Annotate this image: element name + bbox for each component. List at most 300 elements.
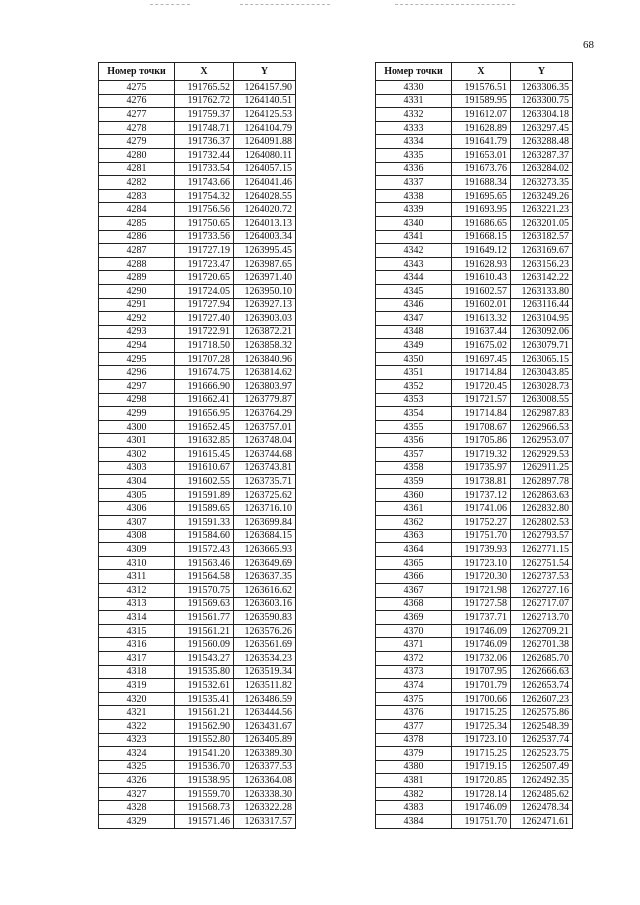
y-coordinate-cell: 1263156.23 bbox=[511, 257, 573, 271]
x-coordinate-cell: 191714.84 bbox=[452, 366, 511, 380]
y-coordinate-cell: 1263317.57 bbox=[234, 815, 296, 829]
point-number-cell: 4349 bbox=[376, 339, 452, 353]
x-coordinate-cell: 191613.32 bbox=[452, 312, 511, 326]
table-row bbox=[376, 475, 573, 489]
x-coordinate-cell: 191720.45 bbox=[452, 380, 511, 394]
table-row bbox=[376, 325, 573, 339]
y-coordinate-cell: 1263221.23 bbox=[511, 203, 573, 217]
y-coordinate-cell: 1262897.78 bbox=[511, 475, 573, 489]
x-coordinate-cell: 191715.25 bbox=[452, 747, 511, 761]
y-coordinate-cell: 1263287.37 bbox=[511, 148, 573, 162]
table-row bbox=[99, 81, 296, 95]
point-number-cell: 4351 bbox=[376, 366, 452, 380]
x-coordinate-cell: 191718.50 bbox=[175, 339, 234, 353]
x-coordinate-cell: 191637.44 bbox=[452, 325, 511, 339]
table-row bbox=[376, 461, 573, 475]
y-coordinate-cell: 1263389.30 bbox=[234, 747, 296, 761]
y-coordinate-cell: 1263142.22 bbox=[511, 271, 573, 285]
x-coordinate-cell: 191576.51 bbox=[452, 81, 511, 95]
x-coordinate-cell: 191563.46 bbox=[175, 556, 234, 570]
point-number-cell: 4341 bbox=[376, 230, 452, 244]
table-row bbox=[99, 787, 296, 801]
table-row bbox=[99, 624, 296, 638]
point-number-cell: 4383 bbox=[376, 801, 452, 815]
y-coordinate-cell: 1263169.67 bbox=[511, 244, 573, 258]
table-row bbox=[99, 434, 296, 448]
y-coordinate-cell: 1263665.93 bbox=[234, 543, 296, 557]
table-row bbox=[376, 815, 573, 829]
point-number-cell: 4334 bbox=[376, 135, 452, 149]
point-number-cell: 4368 bbox=[376, 597, 452, 611]
x-coordinate-cell: 191727.94 bbox=[175, 298, 234, 312]
point-number-cell: 4306 bbox=[99, 502, 175, 516]
x-coordinate-cell: 191746.09 bbox=[452, 624, 511, 638]
y-coordinate-cell: 1262523.75 bbox=[511, 747, 573, 761]
y-coordinate-cell: 1263182.57 bbox=[511, 230, 573, 244]
y-coordinate-cell: 1263757.01 bbox=[234, 420, 296, 434]
y-coordinate-cell: 1262653.74 bbox=[511, 679, 573, 693]
point-number-cell: 4299 bbox=[99, 407, 175, 421]
point-number-cell: 4372 bbox=[376, 651, 452, 665]
x-coordinate-cell: 191610.67 bbox=[175, 461, 234, 475]
y-coordinate-cell: 1264080.11 bbox=[234, 148, 296, 162]
y-coordinate-cell: 1262987.83 bbox=[511, 407, 573, 421]
table-row bbox=[99, 733, 296, 747]
table-row bbox=[99, 284, 296, 298]
table-row bbox=[376, 162, 573, 176]
x-coordinate-cell: 191615.45 bbox=[175, 448, 234, 462]
point-number-cell: 4282 bbox=[99, 176, 175, 190]
x-coordinate-cell: 191732.44 bbox=[175, 148, 234, 162]
y-coordinate-cell: 1263519.34 bbox=[234, 665, 296, 679]
table-row bbox=[99, 461, 296, 475]
point-number-cell: 4298 bbox=[99, 393, 175, 407]
point-number-cell: 4281 bbox=[99, 162, 175, 176]
x-coordinate-cell: 191756.56 bbox=[175, 203, 234, 217]
y-coordinate-cell: 1263297.45 bbox=[511, 121, 573, 135]
point-number-cell: 4347 bbox=[376, 312, 452, 326]
y-coordinate-cell: 1263743.81 bbox=[234, 461, 296, 475]
table-row bbox=[99, 502, 296, 516]
point-number-cell: 4290 bbox=[99, 284, 175, 298]
table-row bbox=[376, 339, 573, 353]
y-coordinate-cell: 1262575.86 bbox=[511, 706, 573, 720]
point-number-cell: 4277 bbox=[99, 108, 175, 122]
y-coordinate-cell: 1263338.30 bbox=[234, 787, 296, 801]
y-coordinate-cell: 1263534.23 bbox=[234, 651, 296, 665]
y-coordinate-cell: 1263284.02 bbox=[511, 162, 573, 176]
x-coordinate-cell: 191591.33 bbox=[175, 516, 234, 530]
x-coordinate-cell: 191662.41 bbox=[175, 393, 234, 407]
x-coordinate-cell: 191732.06 bbox=[452, 651, 511, 665]
x-coordinate-cell: 191748.71 bbox=[175, 121, 234, 135]
table-row bbox=[99, 651, 296, 665]
table-row bbox=[99, 760, 296, 774]
point-number-cell: 4286 bbox=[99, 230, 175, 244]
column-header-y: Y bbox=[234, 63, 296, 81]
point-number-cell: 4344 bbox=[376, 271, 452, 285]
point-number-cell: 4275 bbox=[99, 81, 175, 95]
table-row bbox=[99, 366, 296, 380]
x-coordinate-cell: 191733.56 bbox=[175, 230, 234, 244]
x-coordinate-cell: 191737.71 bbox=[452, 611, 511, 625]
point-number-cell: 4297 bbox=[99, 380, 175, 394]
x-coordinate-cell: 191656.95 bbox=[175, 407, 234, 421]
point-number-cell: 4329 bbox=[99, 815, 175, 829]
point-number-cell: 4310 bbox=[99, 556, 175, 570]
point-number-cell: 4338 bbox=[376, 189, 452, 203]
table-row bbox=[376, 244, 573, 258]
table-row bbox=[99, 475, 296, 489]
point-number-cell: 4327 bbox=[99, 787, 175, 801]
point-number-cell: 4379 bbox=[376, 747, 452, 761]
x-coordinate-cell: 191543.27 bbox=[175, 651, 234, 665]
y-coordinate-cell: 1263065.15 bbox=[511, 352, 573, 366]
table-row bbox=[99, 176, 296, 190]
y-coordinate-cell: 1264003.34 bbox=[234, 230, 296, 244]
x-coordinate-cell: 191741.06 bbox=[452, 502, 511, 516]
y-coordinate-cell: 1263903.03 bbox=[234, 312, 296, 326]
table-row bbox=[99, 312, 296, 326]
x-coordinate-cell: 191720.30 bbox=[452, 570, 511, 584]
y-coordinate-cell: 1263201.05 bbox=[511, 216, 573, 230]
x-coordinate-cell: 191541.20 bbox=[175, 747, 234, 761]
point-number-cell: 4314 bbox=[99, 611, 175, 625]
x-coordinate-cell: 191653.01 bbox=[452, 148, 511, 162]
point-number-cell: 4296 bbox=[99, 366, 175, 380]
point-number-cell: 4361 bbox=[376, 502, 452, 516]
y-coordinate-cell: 1263748.04 bbox=[234, 434, 296, 448]
point-number-cell: 4337 bbox=[376, 176, 452, 190]
x-coordinate-cell: 191727.40 bbox=[175, 312, 234, 326]
y-coordinate-cell: 1263576.26 bbox=[234, 624, 296, 638]
y-coordinate-cell: 1263561.69 bbox=[234, 638, 296, 652]
y-coordinate-cell: 1262727.16 bbox=[511, 583, 573, 597]
y-coordinate-cell: 1263405.89 bbox=[234, 733, 296, 747]
y-coordinate-cell: 1262548.39 bbox=[511, 719, 573, 733]
point-number-cell: 4330 bbox=[376, 81, 452, 95]
point-number-cell: 4326 bbox=[99, 774, 175, 788]
point-number-cell: 4307 bbox=[99, 516, 175, 530]
point-number-cell: 4345 bbox=[376, 284, 452, 298]
table-row bbox=[376, 434, 573, 448]
y-coordinate-cell: 1264041.46 bbox=[234, 176, 296, 190]
table-row bbox=[376, 393, 573, 407]
y-coordinate-cell: 1263814.62 bbox=[234, 366, 296, 380]
table-row bbox=[99, 352, 296, 366]
x-coordinate-cell: 191561.21 bbox=[175, 706, 234, 720]
point-number-cell: 4295 bbox=[99, 352, 175, 366]
y-coordinate-cell: 1263322.28 bbox=[234, 801, 296, 815]
table-row bbox=[376, 692, 573, 706]
x-coordinate-cell: 191602.55 bbox=[175, 475, 234, 489]
table-row bbox=[376, 230, 573, 244]
y-coordinate-cell: 1262709.21 bbox=[511, 624, 573, 638]
table-row bbox=[376, 271, 573, 285]
y-coordinate-cell: 1264125.53 bbox=[234, 108, 296, 122]
page-number: 68 bbox=[583, 39, 594, 51]
x-coordinate-cell: 191668.15 bbox=[452, 230, 511, 244]
y-coordinate-cell: 1263431.67 bbox=[234, 719, 296, 733]
y-coordinate-cell: 1263288.48 bbox=[511, 135, 573, 149]
x-coordinate-cell: 191765.52 bbox=[175, 81, 234, 95]
y-coordinate-cell: 1264028.55 bbox=[234, 189, 296, 203]
table-row bbox=[376, 570, 573, 584]
table-row bbox=[376, 556, 573, 570]
x-coordinate-cell: 191628.89 bbox=[452, 121, 511, 135]
table-row bbox=[99, 679, 296, 693]
x-coordinate-cell: 191719.15 bbox=[452, 760, 511, 774]
x-coordinate-cell: 191602.01 bbox=[452, 298, 511, 312]
y-coordinate-cell: 1263637.35 bbox=[234, 570, 296, 584]
table-row bbox=[376, 448, 573, 462]
x-coordinate-cell: 191559.70 bbox=[175, 787, 234, 801]
y-coordinate-cell: 1263764.29 bbox=[234, 407, 296, 421]
x-coordinate-cell: 191762.72 bbox=[175, 94, 234, 108]
column-header-point: Номер точки bbox=[99, 63, 175, 81]
y-coordinate-cell: 1263444.56 bbox=[234, 706, 296, 720]
table-row bbox=[376, 81, 573, 95]
y-coordinate-cell: 1263511.82 bbox=[234, 679, 296, 693]
point-number-cell: 4276 bbox=[99, 94, 175, 108]
table-row bbox=[376, 706, 573, 720]
point-number-cell: 4305 bbox=[99, 488, 175, 502]
x-coordinate-cell: 191584.60 bbox=[175, 529, 234, 543]
x-coordinate-cell: 191707.95 bbox=[452, 665, 511, 679]
x-coordinate-cell: 191562.90 bbox=[175, 719, 234, 733]
table-row bbox=[376, 135, 573, 149]
y-coordinate-cell: 1262666.63 bbox=[511, 665, 573, 679]
x-coordinate-cell: 191652.45 bbox=[175, 420, 234, 434]
point-number-cell: 4367 bbox=[376, 583, 452, 597]
x-coordinate-cell: 191686.65 bbox=[452, 216, 511, 230]
x-coordinate-cell: 191628.93 bbox=[452, 257, 511, 271]
x-coordinate-cell: 191705.86 bbox=[452, 434, 511, 448]
table-row bbox=[99, 108, 296, 122]
table-row bbox=[99, 516, 296, 530]
point-number-cell: 4279 bbox=[99, 135, 175, 149]
table-row bbox=[99, 380, 296, 394]
point-number-cell: 4343 bbox=[376, 257, 452, 271]
point-number-cell: 4366 bbox=[376, 570, 452, 584]
table-row bbox=[99, 719, 296, 733]
point-number-cell: 4380 bbox=[376, 760, 452, 774]
point-number-cell: 4313 bbox=[99, 597, 175, 611]
y-coordinate-cell: 1263133.80 bbox=[511, 284, 573, 298]
y-coordinate-cell: 1263987.65 bbox=[234, 257, 296, 271]
y-coordinate-cell: 1262478.34 bbox=[511, 801, 573, 815]
x-coordinate-cell: 191610.43 bbox=[452, 271, 511, 285]
y-coordinate-cell: 1263995.45 bbox=[234, 244, 296, 258]
coordinates-table-left bbox=[98, 62, 296, 829]
point-number-cell: 4370 bbox=[376, 624, 452, 638]
y-coordinate-cell: 1262911.25 bbox=[511, 461, 573, 475]
x-coordinate-cell: 191727.19 bbox=[175, 244, 234, 258]
column-header-x: X bbox=[452, 63, 511, 81]
x-coordinate-cell: 191722.91 bbox=[175, 325, 234, 339]
y-coordinate-cell: 1264157.90 bbox=[234, 81, 296, 95]
point-number-cell: 4293 bbox=[99, 325, 175, 339]
table-row bbox=[99, 244, 296, 258]
point-number-cell: 4342 bbox=[376, 244, 452, 258]
point-number-cell: 4291 bbox=[99, 298, 175, 312]
point-number-cell: 4362 bbox=[376, 516, 452, 530]
x-coordinate-cell: 191737.12 bbox=[452, 488, 511, 502]
point-number-cell: 4340 bbox=[376, 216, 452, 230]
coordinates-table-right bbox=[375, 62, 573, 829]
y-coordinate-cell: 1263603.16 bbox=[234, 597, 296, 611]
point-number-cell: 4381 bbox=[376, 774, 452, 788]
x-coordinate-cell: 191632.85 bbox=[175, 434, 234, 448]
table-row bbox=[99, 774, 296, 788]
column-header-point: Номер точки bbox=[376, 63, 452, 81]
y-coordinate-cell: 1262832.80 bbox=[511, 502, 573, 516]
y-coordinate-cell: 1263779.87 bbox=[234, 393, 296, 407]
x-coordinate-cell: 191535.41 bbox=[175, 692, 234, 706]
x-coordinate-cell: 191724.05 bbox=[175, 284, 234, 298]
table-row bbox=[376, 94, 573, 108]
point-number-cell: 4311 bbox=[99, 570, 175, 584]
y-coordinate-cell: 1264140.51 bbox=[234, 94, 296, 108]
point-number-cell: 4360 bbox=[376, 488, 452, 502]
point-number-cell: 4328 bbox=[99, 801, 175, 815]
x-coordinate-cell: 191535.80 bbox=[175, 665, 234, 679]
y-coordinate-cell: 1263300.75 bbox=[511, 94, 573, 108]
y-coordinate-cell: 1262537.74 bbox=[511, 733, 573, 747]
point-number-cell: 4346 bbox=[376, 298, 452, 312]
x-coordinate-cell: 191571.46 bbox=[175, 815, 234, 829]
x-coordinate-cell: 191695.65 bbox=[452, 189, 511, 203]
point-number-cell: 4287 bbox=[99, 244, 175, 258]
y-coordinate-cell: 1263306.35 bbox=[511, 81, 573, 95]
table-row bbox=[376, 529, 573, 543]
point-number-cell: 4315 bbox=[99, 624, 175, 638]
table-row bbox=[99, 747, 296, 761]
table-row bbox=[376, 733, 573, 747]
x-coordinate-cell: 191666.90 bbox=[175, 380, 234, 394]
y-coordinate-cell: 1263008.55 bbox=[511, 393, 573, 407]
table-row bbox=[376, 298, 573, 312]
table-header-row bbox=[99, 63, 296, 81]
point-number-cell: 4350 bbox=[376, 352, 452, 366]
point-number-cell: 4352 bbox=[376, 380, 452, 394]
x-coordinate-cell: 191759.37 bbox=[175, 108, 234, 122]
table-row bbox=[99, 801, 296, 815]
x-coordinate-cell: 191738.81 bbox=[452, 475, 511, 489]
x-coordinate-cell: 191673.76 bbox=[452, 162, 511, 176]
point-number-cell: 4374 bbox=[376, 679, 452, 693]
point-number-cell: 4339 bbox=[376, 203, 452, 217]
table-row bbox=[376, 665, 573, 679]
point-number-cell: 4318 bbox=[99, 665, 175, 679]
y-coordinate-cell: 1263043.85 bbox=[511, 366, 573, 380]
table-row bbox=[99, 230, 296, 244]
table-row bbox=[99, 570, 296, 584]
point-number-cell: 4359 bbox=[376, 475, 452, 489]
y-coordinate-cell: 1263803.97 bbox=[234, 380, 296, 394]
table-row bbox=[376, 774, 573, 788]
y-coordinate-cell: 1262863.63 bbox=[511, 488, 573, 502]
table-row bbox=[99, 420, 296, 434]
x-coordinate-cell: 191708.67 bbox=[452, 420, 511, 434]
point-number-cell: 4371 bbox=[376, 638, 452, 652]
table-row bbox=[99, 692, 296, 706]
x-coordinate-cell: 191707.28 bbox=[175, 352, 234, 366]
scan-artifact-line bbox=[240, 4, 330, 5]
y-coordinate-cell: 1263104.95 bbox=[511, 312, 573, 326]
y-coordinate-cell: 1263950.10 bbox=[234, 284, 296, 298]
y-coordinate-cell: 1263840.96 bbox=[234, 352, 296, 366]
y-coordinate-cell: 1263249.26 bbox=[511, 189, 573, 203]
x-coordinate-cell: 191675.02 bbox=[452, 339, 511, 353]
table-row bbox=[376, 583, 573, 597]
point-number-cell: 4292 bbox=[99, 312, 175, 326]
y-coordinate-cell: 1263735.71 bbox=[234, 475, 296, 489]
table-row bbox=[376, 312, 573, 326]
table-row bbox=[376, 597, 573, 611]
y-coordinate-cell: 1263116.44 bbox=[511, 298, 573, 312]
y-coordinate-cell: 1262485.62 bbox=[511, 787, 573, 801]
table-row bbox=[99, 556, 296, 570]
table-row bbox=[376, 638, 573, 652]
x-coordinate-cell: 191561.21 bbox=[175, 624, 234, 638]
table-row bbox=[376, 216, 573, 230]
table-header-row bbox=[376, 63, 573, 81]
table-row bbox=[376, 257, 573, 271]
column-header-x: X bbox=[175, 63, 234, 81]
table-row bbox=[376, 624, 573, 638]
y-coordinate-cell: 1263079.71 bbox=[511, 339, 573, 353]
table-row bbox=[99, 706, 296, 720]
x-coordinate-cell: 191721.57 bbox=[452, 393, 511, 407]
table-row bbox=[99, 257, 296, 271]
x-coordinate-cell: 191560.09 bbox=[175, 638, 234, 652]
table-row bbox=[376, 488, 573, 502]
table-row bbox=[99, 597, 296, 611]
table-row bbox=[99, 94, 296, 108]
x-coordinate-cell: 191570.75 bbox=[175, 583, 234, 597]
x-coordinate-cell: 191735.97 bbox=[452, 461, 511, 475]
y-coordinate-cell: 1263649.69 bbox=[234, 556, 296, 570]
table-row bbox=[376, 516, 573, 530]
table-row bbox=[99, 407, 296, 421]
point-number-cell: 4288 bbox=[99, 257, 175, 271]
point-number-cell: 4319 bbox=[99, 679, 175, 693]
x-coordinate-cell: 191589.65 bbox=[175, 502, 234, 516]
table-row bbox=[376, 679, 573, 693]
point-number-cell: 4278 bbox=[99, 121, 175, 135]
point-number-cell: 4332 bbox=[376, 108, 452, 122]
y-coordinate-cell: 1262471.61 bbox=[511, 815, 573, 829]
y-coordinate-cell: 1263744.68 bbox=[234, 448, 296, 462]
coordinates-table bbox=[98, 62, 296, 829]
point-number-cell: 4280 bbox=[99, 148, 175, 162]
point-number-cell: 4320 bbox=[99, 692, 175, 706]
point-number-cell: 4325 bbox=[99, 760, 175, 774]
x-coordinate-cell: 191602.57 bbox=[452, 284, 511, 298]
y-coordinate-cell: 1263699.84 bbox=[234, 516, 296, 530]
x-coordinate-cell: 191552.80 bbox=[175, 733, 234, 747]
x-coordinate-cell: 191697.45 bbox=[452, 352, 511, 366]
x-coordinate-cell: 191719.32 bbox=[452, 448, 511, 462]
table-row bbox=[99, 162, 296, 176]
table-row bbox=[376, 543, 573, 557]
x-coordinate-cell: 191649.12 bbox=[452, 244, 511, 258]
y-coordinate-cell: 1262953.07 bbox=[511, 434, 573, 448]
x-coordinate-cell: 191612.07 bbox=[452, 108, 511, 122]
x-coordinate-cell: 191727.58 bbox=[452, 597, 511, 611]
point-number-cell: 4335 bbox=[376, 148, 452, 162]
